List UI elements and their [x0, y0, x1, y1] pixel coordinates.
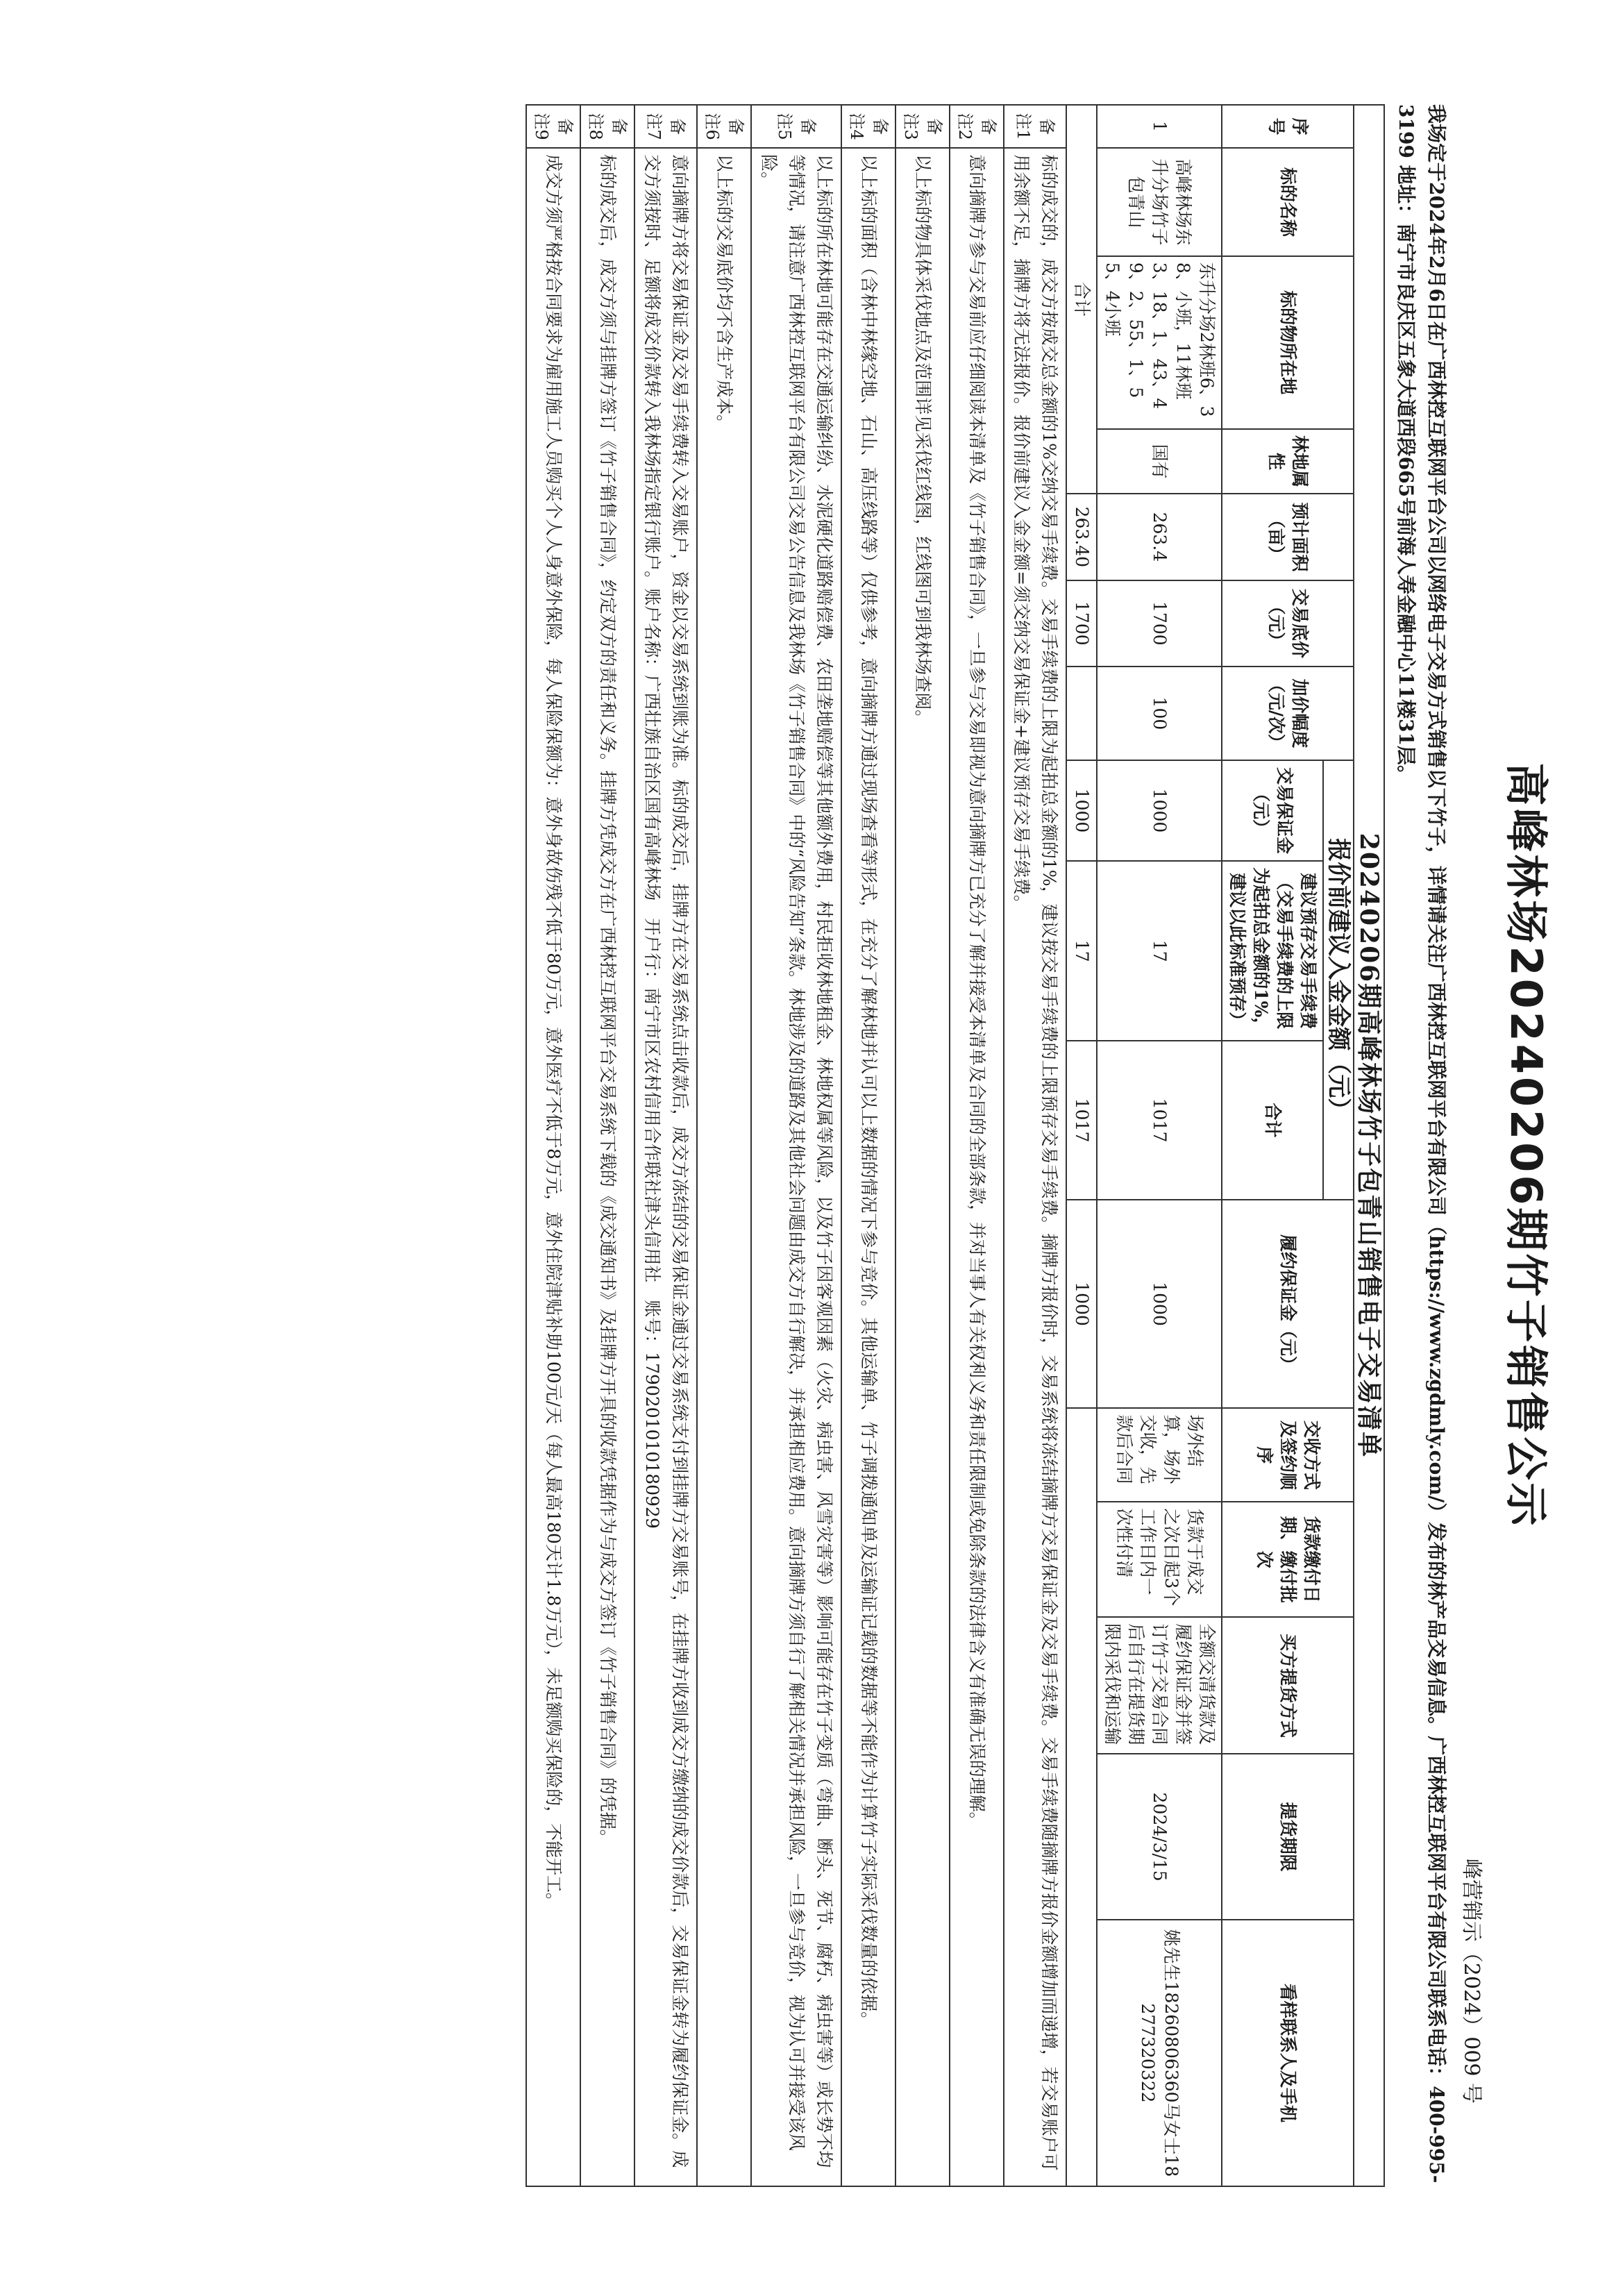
total-fee: 17 — [1066, 861, 1097, 1041]
note-label: 备注7 — [634, 105, 697, 148]
note-row — [1004, 105, 1066, 2186]
cell-total: 1017 — [1097, 1041, 1222, 1199]
header-base-price: 交易底价（元） — [1222, 580, 1354, 667]
intro-paragraph: 我场定于2024年2月6日在广西林控互联网平台公司以网络电子交易方式销售以下竹子，详情请关注广西林控互联网平台有限公司（https://www.zgdmly.com/）发布的林产品交易信息。广西林控互联网平台有限公司联系电话：400-995-3199 地址：南宁市良庆区五象大道西段665号前海人寿金融中心11楼31层。 — [1395, 104, 1448, 2184]
note-text: 以上标的物具体采伐地点及范围详见采伐红线图，红线图可到我林场查阅。 — [895, 148, 950, 2186]
note-text: 以上标的交易底价均不含生产成本。 — [697, 148, 751, 2186]
cell-pickup: 全额交清货款及履约保证金并签订竹子交易合同后自行在提货期限内采伐和运输 — [1097, 1617, 1222, 1754]
note-label: 备注9 — [526, 105, 580, 148]
header-seq: 序号 — [1222, 105, 1354, 148]
note-row — [580, 105, 634, 2186]
note-label: 备注5 — [751, 105, 841, 148]
document-number: 峰营销示（2024）009 号 — [1459, 1858, 1483, 2104]
note-row — [950, 105, 1004, 2186]
note-text: 标的成交的，成交方按成交总金额的1%交纳交易手续费。交易手续费的上限为起拍总金额的1%，建议按交易手续费的上限预存交易手续费。摘牌方报价时，交易系统将冻结摘牌方交易保证金及交易手续费。交易手续费随摘牌方报价金额增加而递增，若交易账户可用余额不足，摘牌方将无法报价。报价前建议入金金额=须交纳交易保证金+建议预存交易手续费。 — [1004, 148, 1066, 2186]
header-area: 预计面积（亩） — [1222, 494, 1354, 580]
header-acceptance: 交收方式及签约顺序 — [1222, 1408, 1354, 1502]
total-performance: 1000 — [1066, 1200, 1097, 1409]
header-land: 林地属性 — [1222, 429, 1354, 494]
cell-base-price: 1700 — [1097, 580, 1222, 667]
cell-contact: 姚先生18260806360马女士18277320322 — [1097, 1920, 1222, 2186]
note-label: 备注6 — [697, 105, 751, 148]
header-performance: 履约保证金（元） — [1222, 1200, 1354, 1409]
note-row — [895, 105, 950, 2186]
note-label: 备注3 — [895, 105, 950, 148]
total-total: 1017 — [1066, 1041, 1097, 1199]
header-contact: 看样联系人及手机 — [1222, 1920, 1354, 2186]
total-row — [1066, 105, 1097, 2186]
note-row — [634, 105, 697, 2186]
table-subtitle: 20240206期高峰林场竹子包青山销售电子交易清单 — [1354, 105, 1384, 2186]
header-total: 合计 — [1222, 1041, 1323, 1199]
total-label: 合计 — [1066, 105, 1097, 494]
cell-area: 263.4 — [1097, 494, 1222, 580]
cell-deposit: 1000 — [1097, 760, 1222, 861]
total-base-price: 1700 — [1066, 580, 1097, 667]
cell-performance: 1000 — [1097, 1200, 1222, 1409]
note-text: 以上标的所在林地可能存在交通运输纠纷、水泥硬化道路赔偿费、农田垄地赔偿等其他额外费用，村民拒收林地租金、林地权属等风险，以及竹子因客观因素（火灾、病虫害、风雪灾害等）影响可能存在竹子变质（弯曲、断头、死节、腐朽、病虫害等）或长势不均等情况，请注意广西林控互联网平台有限公司交易公告信息及我林场《竹子销售合同》中的“风险告知”条款。林地涉及的道路及其他社会问题由成交方自行解决，并承担相应费用。意向摘牌方须自行了解相关情况并承担风险，一旦参与竞价，视为认可并接受该风险。 — [751, 148, 841, 2186]
note-label: 备注1 — [1004, 105, 1066, 148]
header-group-deposit: 报价前建议入金金额（元） — [1323, 760, 1354, 1200]
note-row — [841, 105, 895, 2186]
header-pickup: 买方提货方式 — [1222, 1617, 1354, 1754]
header-location: 标的物所在地 — [1222, 256, 1354, 429]
note-text: 意向摘牌方将交易保证金及交易手续费转入交易账户，资金以交易系统到账为准。标的成交后，挂牌方在交易系统点击收款后，成交方冻结的交易保证金通过交易系统支付到挂牌方交易账号，在挂牌方收到成交方缴纳的成交价款后，交易保证金转为履约保证金。成交方须按时、足额将成交价款转入我林场指定银行账户。账户名称：广西壮族自治区国有高峰林场 开户行：南宁市区农村信用合作联社津头信用社 账号：1790201010180929 — [634, 148, 697, 2186]
header-payment: 货款缴付日期、缴付批次 — [1222, 1502, 1354, 1617]
header-name: 标的名称 — [1222, 148, 1354, 256]
cell-location: 东升分场2林班6、38、小班，11林班3、18、1、43、49、2、55、1、55、4小班 — [1097, 256, 1222, 429]
cell-seq: 1 — [1097, 105, 1222, 148]
cell-increment: 100 — [1097, 667, 1222, 760]
total-rest-empty — [1066, 1408, 1097, 2186]
table-row — [1097, 105, 1222, 2186]
note-row — [697, 105, 751, 2186]
note-row — [526, 105, 580, 2186]
note-label: 备注4 — [841, 105, 895, 148]
total-deposit: 1000 — [1066, 760, 1097, 861]
note-text: 成交方须严格按合同要求为雇用施工人员购买个人人身意外保险，每人保险保额为：意外身故伤残不低于80万元，意外医疗不低于8万元，意外住院津贴补助100元/天（每人最高180天计1.8万元），未足额购买保险的，不能开工。 — [526, 148, 580, 2186]
header-fee: 建议预存交易手续费（交易手续费的上限为起拍总金额的1%，建议以此标准预存） — [1222, 861, 1323, 1041]
note-row — [751, 105, 841, 2186]
cell-acceptance: 场外结算，场外交收，先款后合同 — [1097, 1408, 1222, 1502]
total-area: 263.40 — [1066, 494, 1097, 580]
cell-payment: 货款于成交之次日起3个工作日内一次性付清 — [1097, 1502, 1222, 1617]
header-deadline: 提货期限 — [1222, 1754, 1354, 1920]
header-deposit: 交易保证金（元） — [1222, 760, 1323, 861]
note-text: 以上标的面积（含林中林缘空地、石山、高压线路等）仅供参考，意向摘牌方通过现场查看等形式，在充分了解林地并认可以上数据的情况下参与竞价。其他运输单、竹子调拨通知单及运输证记载的数据等不能作为计算竹子实际采伐数量的依据。 — [841, 148, 895, 2186]
header-increment: 加价幅度（元/次） — [1222, 667, 1354, 760]
note-text: 意向摘牌方参与交易前应仔细阅读本清单及《竹子销售合同》，一旦参与交易即视为意向摘牌方已充分了解并接受本清单及合同的全部条款，并对当事人有关权利义务和责任限制或免除条款的法律含义有准确无误的理解。 — [950, 148, 1004, 2186]
cell-deadline: 2024/3/15 — [1097, 1754, 1222, 1920]
note-label: 备注8 — [580, 105, 634, 148]
document-title: 高峰林场20240206期竹子销售公示 — [1501, 762, 1551, 1529]
cell-fee: 17 — [1097, 861, 1222, 1041]
sales-table — [525, 104, 1385, 2187]
cell-name: 高峰林场东升分场竹子包青山 — [1097, 148, 1222, 256]
note-text: 标的成交后，成交方须与挂牌方签订《竹子销售合同》，约定双方的责任和义务。挂牌方凭成交方在广西林控互联网平台交易系统下载的《成交通知书》及挂牌方开具的收款凭据作为与成交方签订《竹子销售合同》的凭据。 — [580, 148, 634, 2186]
note-label: 备注2 — [950, 105, 1004, 148]
total-increment-empty — [1066, 667, 1097, 760]
cell-land: 国有 — [1097, 429, 1222, 494]
document-content — [525, 104, 1561, 2187]
